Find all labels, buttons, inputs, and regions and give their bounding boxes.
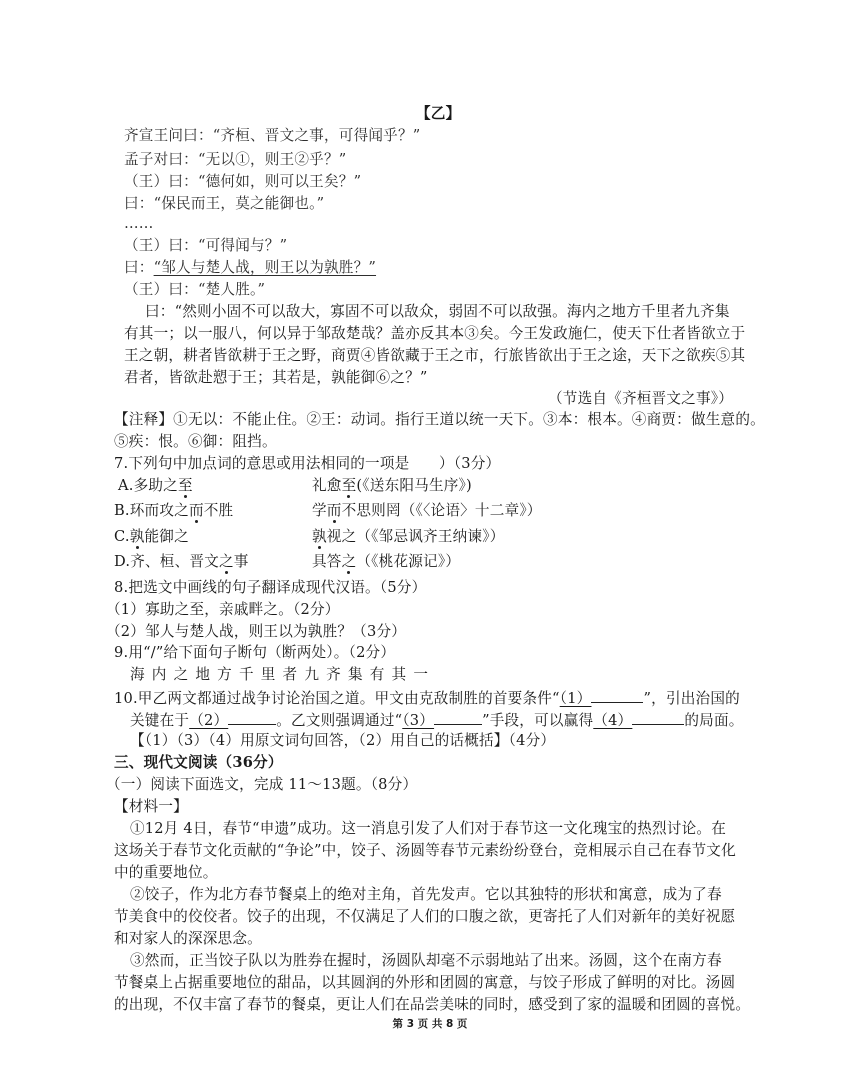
material-paragraph-line: ③然而，正当饺子队以为胜券在握时，汤圆队却毫不示弱地站了出来。汤圆，这个在南方春 bbox=[130, 952, 722, 969]
answer-blank-4: （4） bbox=[593, 712, 633, 729]
question-8-stem: 8.把选文中画线的句子翻译成现代汉语。（5分） bbox=[114, 579, 427, 596]
passage-line: 齐宣王问曰：“齐桓、晋文之事，可得闻乎？” bbox=[124, 127, 421, 144]
page-footer: 第 3 页 共 8 页 bbox=[392, 1018, 468, 1030]
material-paragraph-line: 的出现，不仅丰富了春节的餐桌，更让人们在品尝美味的同时，感受到了家的温暖和团圆的喜悦。 bbox=[114, 996, 751, 1013]
material-paragraph-line: 中的重要地位。 bbox=[114, 864, 218, 881]
passage-source: （节选自《齐桓晋文之事》） bbox=[548, 390, 734, 407]
passage-line: 曰：“保民而王，莫之能御也。” bbox=[124, 195, 325, 212]
passage-heading: 【乙】 bbox=[416, 105, 461, 122]
material-paragraph-line: ②饺子，作为北方春节餐桌上的绝对主角，首先发声。它以其独特的形状和寓意，成为了春 bbox=[130, 886, 722, 903]
passage-paragraph: 王之朝，耕者皆欲耕于王之野，商贾④皆欲藏于王之市，行旅皆欲出于王之途，天下之欲疾⑤其 bbox=[124, 347, 746, 364]
q7-option-c-right: 孰视之（《邹忌讽齐王纳谏》） bbox=[312, 528, 505, 545]
annotation-line: 【注释】①无以：不能止住。②王：动词。指行王道以统一天下。③本：根本。④商贾：做生意的。 bbox=[114, 411, 765, 428]
material-heading: 【材料一】 bbox=[114, 798, 188, 815]
underlined-sentence: “邹人与楚人战，则王以为孰胜？” bbox=[153, 259, 377, 276]
q7-option-d-right: 具答之（《桃花源记》） bbox=[312, 553, 461, 570]
material-paragraph-line: 和对家人的深深思念。 bbox=[114, 930, 262, 947]
material-paragraph-line: 节餐桌上占据重要地位的甜品，以其圆润的外形和团圆的寓意，与饺子形成了鲜明的对比。汤圆 bbox=[114, 974, 736, 991]
passage-line: 孟子对曰：“无以①，则王②乎？” bbox=[124, 151, 347, 168]
q8-item: （1）寡助之至，亲戚畔之。（2分） bbox=[106, 601, 340, 618]
answer-blank-2: （2） bbox=[189, 712, 229, 729]
question-7-stem: 7.下列句中加点词的意思或用法相同的一项是 ）（3分） bbox=[114, 455, 501, 472]
question-10-line2: 关键在于（2） 。乙文则强调通过“（3） ”手段，可以赢得（4） 的局面。 bbox=[130, 709, 744, 731]
material-paragraph-line: 节美食中的佼佼者。饺子的出现，不仅满足了人们的口腹之欲，更寄托了人们对新年的美好祝愿 bbox=[114, 908, 736, 925]
material-paragraph-line: 这场关于春节文化贡献的“争论”中，饺子、汤圆等春节元素纷纷登台，竞相展示自己在春节文化 bbox=[114, 842, 736, 859]
answer-blank-1: （1） bbox=[559, 690, 592, 707]
annotation-line: ⑤疾：恨。⑥御：阻挡。 bbox=[114, 433, 277, 450]
passage-line: （王）曰：“楚人胜。” bbox=[124, 281, 266, 298]
material-paragraph-line: ①12月 4日，春节“申遗”成功。这一消息引发了人们对于春节这一文化瑰宝的热烈讨论。在 bbox=[130, 820, 726, 837]
question-10-line1: 10.甲乙两文都通过战争讨论治国之道。甲文由克敌制胜的首要条件“（1） ”，引出治国的 bbox=[114, 687, 740, 709]
q7-option-b-left: B.环而攻之而不胜 bbox=[114, 502, 234, 519]
q7-option-a-left: A.多助之至 bbox=[118, 477, 193, 494]
passage-paragraph: 有其一；以一服八，何以异于邹敌楚哉？盖亦反其本③矣。今王发政施仁，使天下仕者皆欲立于 bbox=[124, 325, 746, 342]
passage-line: （王）曰：“可得闻与？” bbox=[124, 237, 288, 254]
q7-option-b-right: 学而不思则罔（《〈论语〉十二章》） bbox=[312, 502, 542, 519]
passage-ellipsis: …… bbox=[124, 215, 154, 232]
question-10-instruction: 【（1）（3）（4）用原文词句回答，（2）用自己的话概括】（4分） bbox=[130, 732, 556, 749]
q9-sentence: 海内之地方千里者九齐集有其一 bbox=[130, 666, 436, 683]
question-9-stem: 9.用“/”给下面句子断句（断两处）。（2分） bbox=[114, 644, 396, 661]
section-subtitle: （一）阅读下面选文，完成 11～13题。（8分） bbox=[106, 776, 418, 793]
q7-option-d-left: D.齐、桓、晋文之事 bbox=[114, 553, 249, 570]
q7-option-a-right: 礼愈至(《送东阳马生序》) bbox=[312, 477, 472, 494]
answer-blank-3: （3） bbox=[402, 712, 435, 729]
section-title: 三、现代文阅读（36分） bbox=[114, 754, 283, 771]
passage-line-underlined: 曰：“邹人与楚人战，则王以为孰胜？” bbox=[124, 259, 377, 276]
passage-paragraph: 君者，皆欲赴愬于王；其若是，孰能御⑥之？” bbox=[124, 369, 428, 386]
passage-line: （王）曰：“德何如，则可以王矣？” bbox=[124, 173, 362, 190]
q8-item: （2）邹人与楚人战，则王以为孰胜？（3分） bbox=[106, 623, 407, 640]
passage-paragraph: 曰：“然则小固不可以敌大，寡固不可以敌众，弱固不可以敌强。海内之地方千里者九齐集 bbox=[145, 303, 730, 320]
q7-option-c-left: C.孰能御之 bbox=[114, 528, 189, 545]
